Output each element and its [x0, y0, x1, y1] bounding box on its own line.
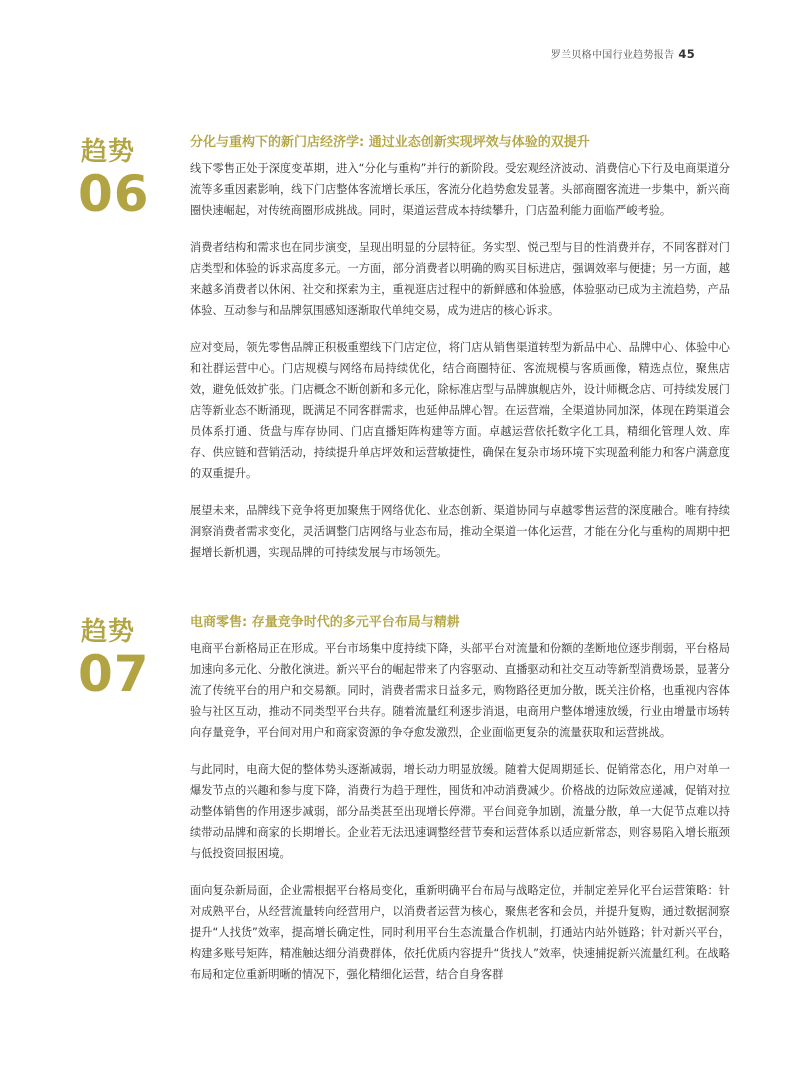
trend-07-section	[190, 614, 730, 1001]
paragraph: 与此同时，电商大促的整体势头逐渐减弱，增长动力明显放缓。随着大促周期延长、促销常态化，用户对单一爆发节点的兴趣和参与度下降，消费行为趋于理性，囤货和冲动消费减少。价格战的边际效应递减，促销对拉动整体销售的作用逐步减弱，部分品类甚至出现增长停滞。平台间竞争加剧，流量分散，单一大促节点难以持续带动品牌和商家的长期增长。企业若无法迅速调整经营节奏和运营体系以适应新常态，则容易陷入增长瓶颈与低投资回报困境。	[190, 763, 730, 860]
trend-06-section	[190, 134, 730, 579]
page-number: 45	[678, 47, 695, 61]
trend-07-label	[78, 617, 178, 701]
trend-number: 06	[78, 165, 150, 223]
trend-word: 趋势	[81, 137, 136, 167]
paragraph: 应对变局，领先零售品牌正积极重塑线下门店定位，将门店从销售渠道转型为新品中心、品牌中心、体验中心和社群运营中心。门店规模与网络布局持续优化，结合商圈特征、客流规模与客质画像，精选点位，聚焦店效，避免低效扩张。门店概念不断创新和多元化，除标准店型与品牌旗舰店外，设计师概念店、可持续发展门店等新业态不断涌现，既满足不同客群需求，也延伸品牌心智。在运营端，全渠道协同加深，体现在跨渠道会员体系打通、货盘与库存协同、门店直播矩阵构建等方面。卓越运营依托数字化工具，精细化管理人效、库存、供应链和营销活动，持续提升单店坪效和运营敏捷性，确保在复杂市场环境下实现盈利能力和客户满意度的双重提升。	[190, 341, 730, 480]
paragraph: 消费者结构和需求也在同步演变，呈现出明显的分层特征。务实型、悦己型与目的性消费并存，不同客群对门店类型和体验的诉求高度多元。一方面，部分消费者以明确的购买目标进店，强调效率与便捷；另一方面，越来越多消费者以休闲、社交和探索为主，重视逛店过程中的新鲜感和体验感，体验驱动已成为主流趋势，产品体验、互动参与和品牌氛围感知逐渐取代单纯交易，成为进店的核心诉求。	[190, 241, 730, 317]
report-title: 罗兰贝格中国行业趋势报告	[550, 50, 675, 61]
section-title: 电商零售: 存量竞争时代的多元平台布局与精耕	[190, 615, 460, 630]
trend-word: 趋势	[81, 617, 136, 647]
trend-number: 07	[78, 645, 150, 703]
section-title: 分化与重构下的新门店经济学: 通过业态创新实现坪效与体验的双提升	[190, 135, 590, 150]
paragraph: 面向复杂新局面，企业需根据平台格局变化，重新明确平台布局与战略定位，并制定差异化平台运营策略：针对成熟平台，从经营流量转向经营用户，以消费者运营为核心，聚焦老客和会员，并提升复购，通过数据洞察提升“人找货”效率，提高增长确定性，同时利用平台生态流量合作机制，打通站内站外链路；针对新兴平台，构建多账号矩阵，精准触达细分消费群体，依托优质内容提升“货找人”效率，快速捕捉新兴流量红利。在战略布局和定位重新明晰的情况下，强化精细化运营，结合自身客群	[190, 884, 730, 981]
paragraph: 电商平台新格局正在形成。平台市场集中度持续下降，头部平台对流量和份额的垄断地位逐步削弱，平台格局加速向多元化、分散化演进。新兴平台的崛起带来了内容驱动、直播驱动和社交互动等新型消费场景，显著分流了传统平台的用户和交易额。同时，消费者需求日益多元，购物路径更加分散，既关注价格，也重视内容体验与社区互动，推动不同类型平台共存。随着流量红利逐步消退，电商用户整体增速放缓，行业由增量市场转向存量竞争，平台间对用户和商家资源的争夺愈发激烈，企业面临更复杂的流量获取和运营挑战。	[190, 642, 730, 739]
paragraph: 展望未来，品牌线下竞争将更加聚焦于网络优化、业态创新、渠道协同与卓越零售运营的深度融合。唯有持续洞察消费者需求变化，灵活调整门店网络与业态布局，推动全渠道一体化运营，才能在分化与重构的周期中把握增长新机遇，实现品牌的可持续发展与市场领先。	[190, 504, 730, 559]
trend-06-label	[78, 137, 178, 221]
paragraph: 线下零售正处于深度变革期，进入“分化与重构”并行的新阶段。受宏观经济波动、消费信心下行及电商渠道分流等多重因素影响，线下门店整体客流增长承压，客流分化趋势愈发显著。头部商圈客流进一步集中，新兴商圈快速崛起，对传统商圈形成挑战。同时，渠道运营成本持续攀升，门店盈利能力面临严峻考验。	[190, 162, 730, 217]
page-header	[551, 46, 695, 61]
